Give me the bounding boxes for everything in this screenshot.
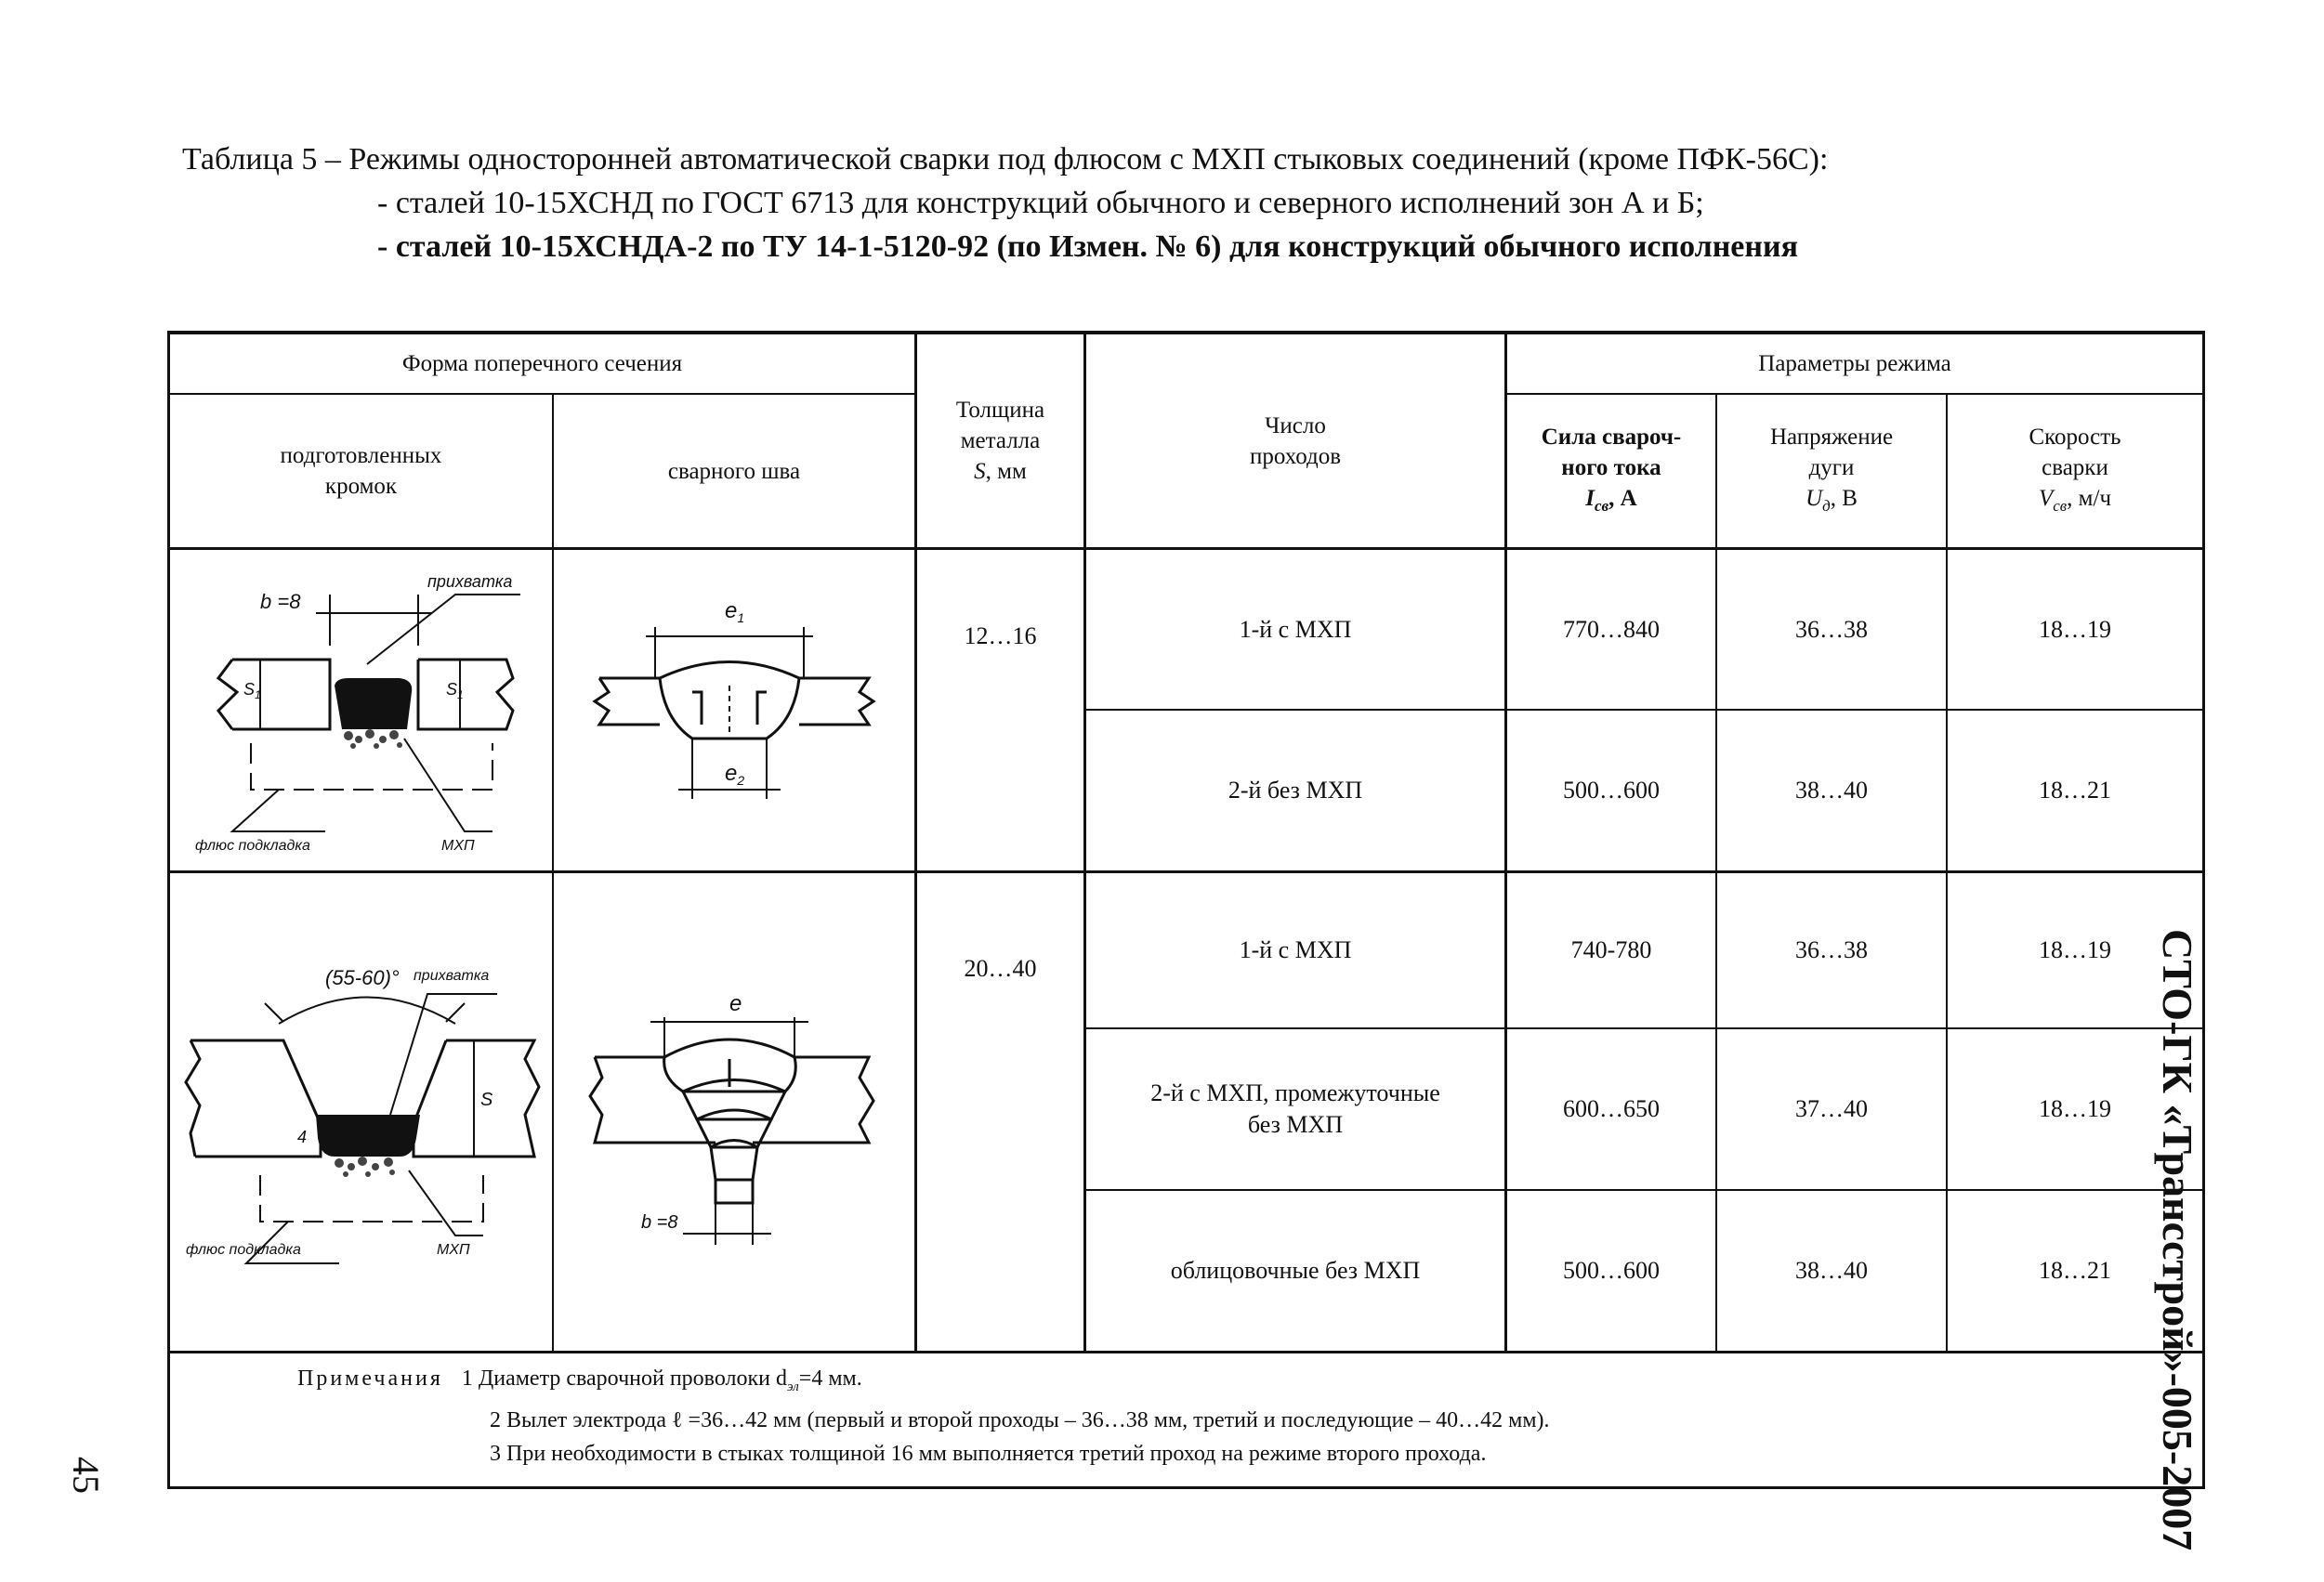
caption-line-3: - сталей 10-15ХСНДА-2 по ТУ 14-1-5120-92 (по Измен. № 6) для конструкций обычного исполнения bbox=[377, 229, 1798, 264]
notes-label: Примечания bbox=[297, 1366, 443, 1391]
tack-label-2: прихватка bbox=[414, 968, 490, 984]
header-edges: подготовленных кромок bbox=[280, 443, 442, 499]
speed-row-2: 18…21 bbox=[2039, 777, 2111, 804]
passes-row-4: 2-й с МХП, промежуточные без МХП bbox=[1150, 1079, 1440, 1138]
drawing-seam-multipass bbox=[585, 994, 883, 1273]
passes-row-2: 2-й без МХП bbox=[1228, 777, 1363, 804]
voltage-row-2: 38…40 bbox=[1795, 777, 1868, 804]
page-number: 45 bbox=[65, 1457, 107, 1494]
dim-4-label: 4 bbox=[297, 1128, 308, 1146]
mhp-label-2: МХП bbox=[437, 1242, 470, 1258]
header-seam: сварного шва bbox=[667, 458, 801, 484]
header-form: Форма поперечного сечения bbox=[401, 351, 683, 376]
document-code: СТО-ГК «Трансстрой»-005-2007 bbox=[2154, 929, 2201, 1551]
passes-row-5: облицовочные без МХП bbox=[1170, 1257, 1421, 1284]
header-passes: Число проходов bbox=[1249, 412, 1342, 469]
speed-row-4: 18…19 bbox=[2039, 1095, 2111, 1122]
current-row-1: 770…840 bbox=[1563, 615, 1660, 643]
thickness-group-1: 12…16 bbox=[964, 622, 1037, 649]
voltage-row-4: 37…40 bbox=[1795, 1095, 1868, 1122]
passes-row-3: 1-й с МХП bbox=[1239, 936, 1352, 963]
drawing-edges-vgroove bbox=[177, 957, 548, 1273]
note-1: 1 Диаметр сварочной проволоки $d_{эл}=4$ мм. bbox=[461, 1366, 862, 1394]
speed-row-3: 18…19 bbox=[2039, 936, 2111, 963]
current-row-5: 500…600 bbox=[1563, 1257, 1660, 1284]
gap-label-2: b =8 bbox=[641, 1212, 678, 1233]
table-caption bbox=[182, 137, 2134, 268]
current-row-4: 600…650 bbox=[1563, 1095, 1660, 1122]
caption-line-1: Таблица 5 – Режимы односторонней автоматической сварки под флюсом с МХП стыковых соединений (кроме ПФК-56С): bbox=[182, 142, 1829, 177]
note-2: 2 Вылет электрода ℓ =36…42 мм (первый и второй проходы – 36…38 мм, третий и последующие – 40…42 мм). bbox=[490, 1407, 1550, 1432]
e-label: e bbox=[729, 994, 742, 1016]
header-current: Сила свароч- ного тока $I_{св}$, А bbox=[1541, 424, 1682, 515]
speed-row-5: 18…21 bbox=[2039, 1257, 2111, 1284]
angle-label: (55-60)° bbox=[325, 966, 400, 989]
table-notes bbox=[297, 1362, 2184, 1471]
e2-label: $e_2$ bbox=[725, 761, 745, 788]
gap-label: b =8 bbox=[260, 590, 301, 613]
voltage-row-1: 36…38 bbox=[1795, 615, 1868, 643]
thickness-group-2: 20…40 bbox=[964, 955, 1037, 982]
s-label: S bbox=[480, 1090, 493, 1110]
voltage-row-3: 36…38 bbox=[1795, 936, 1868, 963]
e1-label: $e_1$ bbox=[725, 598, 745, 625]
tack-label: прихватка bbox=[427, 572, 513, 591]
mhp-label: МХП bbox=[441, 838, 475, 854]
s1-label-right: $S_1$ bbox=[446, 680, 464, 701]
note-3: 3 При необходимости в стыках толщиной 16 мм выполняется третий проход на режиме второго прохода. bbox=[490, 1441, 1487, 1466]
drawing-seam-butt bbox=[585, 585, 883, 827]
backing-label-2: флюс подкладка bbox=[186, 1242, 301, 1258]
header-thickness: Толщина металла S, мм bbox=[955, 398, 1045, 484]
caption-line-2: - сталей 10-15ХСНД по ГОСТ 6713 для конструкций обычного и северного исполнений зон А и Б; bbox=[377, 186, 1704, 220]
current-row-2: 500…600 bbox=[1563, 777, 1660, 804]
header-speed: Скорость сварки $V_{св}$, м/ч bbox=[2029, 424, 2121, 515]
speed-row-1: 18…19 bbox=[2039, 615, 2111, 643]
header-params: Параметры режима bbox=[1758, 351, 1951, 376]
drawing-edges-butt bbox=[177, 557, 548, 864]
backing-label: флюс подкладка bbox=[195, 838, 310, 854]
current-row-3: 740-780 bbox=[1570, 936, 1652, 963]
passes-row-1: 1-й с МХП bbox=[1239, 615, 1352, 643]
voltage-row-5: 38…40 bbox=[1795, 1257, 1868, 1284]
header-voltage: Напряжение дуги $U_д$, В bbox=[1769, 424, 1894, 515]
s1-label-left: $S_1$ bbox=[243, 680, 261, 701]
